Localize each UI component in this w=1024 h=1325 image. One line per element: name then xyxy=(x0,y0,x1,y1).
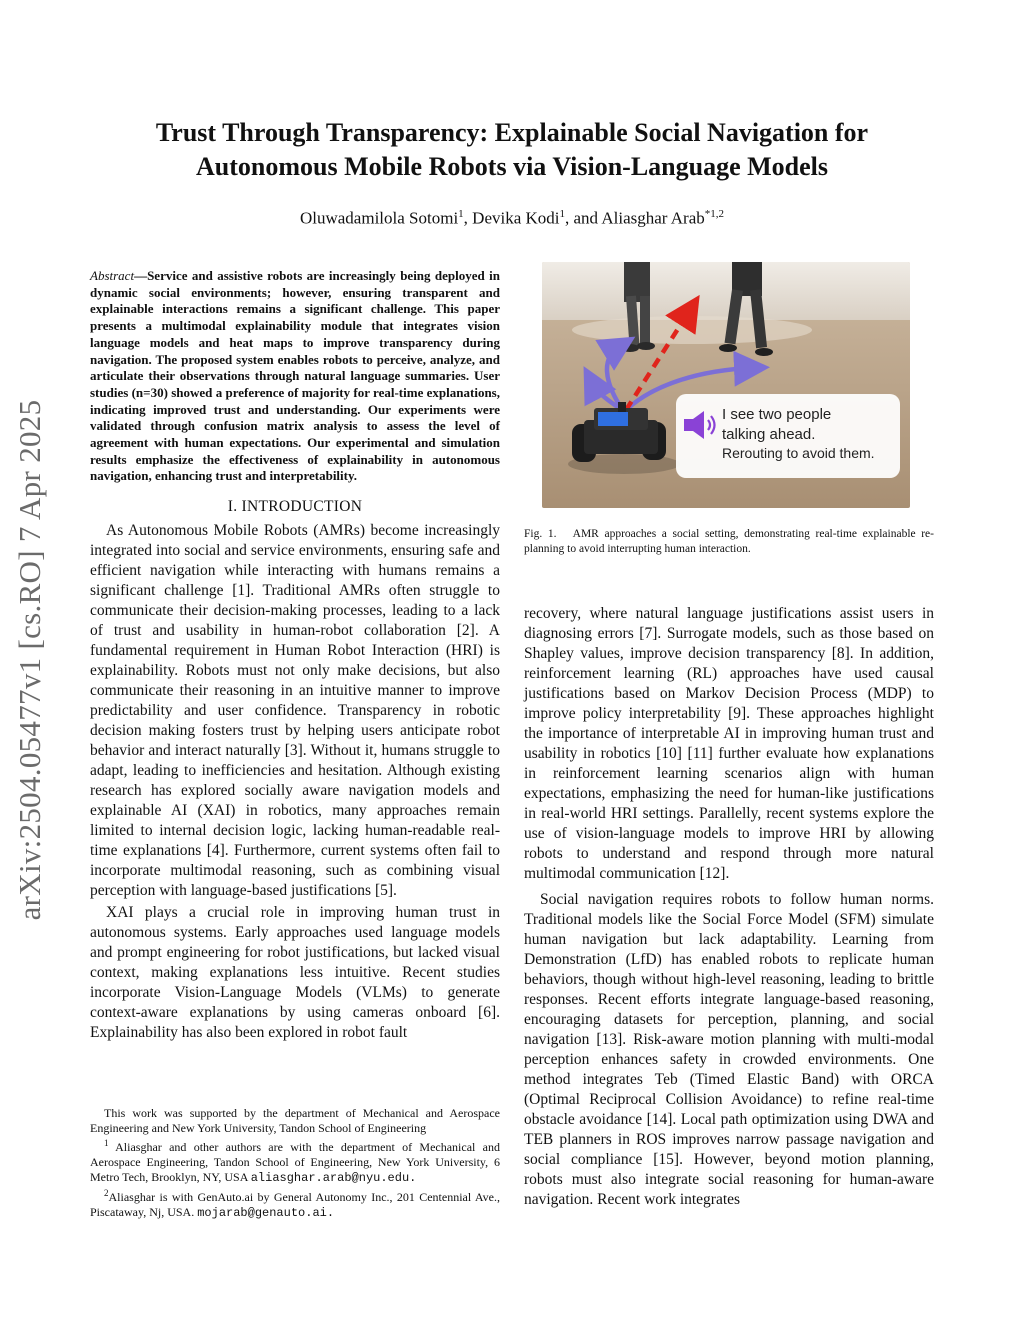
footnote-2-email: mojarab@genauto.ai. xyxy=(197,1206,335,1220)
footnote-affiliation-2 xyxy=(90,1186,500,1221)
intro-paragraph-2: XAI plays a crucial role in improving human trust in autonomous systems. Early approaches used language models and prompt engineering for robot justifications, but lacked visual context, making explanations less intuitive. Recent studies incorporate Vision-Language Models (VLMs) to generate context-aware explanations by using cameras onboard [6]. Explainability has also been explored in robot fault xyxy=(90,904,500,1042)
figure-1-image xyxy=(542,262,910,508)
bubble-line-1: I see two people xyxy=(722,406,832,423)
author-3-affiliation: *1,2 xyxy=(704,208,725,220)
right-column xyxy=(524,604,934,1210)
left-column xyxy=(90,268,500,1043)
paper-title xyxy=(100,116,924,184)
footnote-funding: This work was supported by the department of Mechanical and Aerospace Engineering and New York University, Tandon School of Engineering xyxy=(90,1106,500,1135)
abstract-label: Abstract xyxy=(90,268,135,283)
figure-1-caption xyxy=(524,527,934,556)
author-1-affiliation: 1 xyxy=(458,208,464,220)
footnote-2-text: Aliasghar is with GenAuto.ai by General Autonomy Inc., 201 Centennial Ave., Piscataway, Nj, USA. xyxy=(90,1190,500,1219)
arxiv-identifier xyxy=(8,360,52,960)
author-2-affiliation: 1 xyxy=(559,208,566,220)
footnotes xyxy=(90,1106,500,1221)
author-2: , Devika Kodi xyxy=(463,208,560,228)
footnote-1-email: aliasghar.arab@nyu.edu. xyxy=(250,1171,417,1185)
speech-bubble xyxy=(676,394,900,478)
intro-paragraph-1: As Autonomous Mobile Robots (AMRs) become increasingly integrated into social and service environments, ensuring safe and efficient navigation while interacting with humans remains a significant challenge [1]. Traditional AMRs often struggle to communicate their decision-making processes, leading to a lack of trust and usability in human-robot collaboration [2]. A fundamental requirement in Human Robot Interaction (HRI) is explainability. Robots must not only make decisions, but also communicate their reasoning in an intuitive manner to improve predictability and user confidence. Transparency in robotic decision making fosters trust by helping users anticipate robot behavior and interact naturally [3]. Without it, humans struggle to adapt, leading to inefficiencies and hesitation. Although existing research has explored socially aware navigation models and explainable AI (XAI) in robotics, many approaches remain limited to internal decision logic, lacking human-readable real-time explanations [4]. Furthermore, current systems often fail to incorporate multimodal reasoning, such as combining visual perception with language-based justifications [5]. xyxy=(90,522,500,900)
author-1: Oluwadamilola Sotomi xyxy=(299,208,459,228)
arxiv-identifier-text: arXiv:2504.05477v1 [cs.RO] 7 Apr 2025 xyxy=(12,399,47,921)
title-line-2: Autonomous Mobile Robots via Vision-Language Models xyxy=(195,152,829,181)
footnote-2-marker: 2 xyxy=(104,1188,109,1198)
author-3: , and Aliasghar Arab xyxy=(565,208,705,228)
footnote-1-text: Aliasghar and other authors are with the department of Mechanical and Aerospace Engineering, Tandon School of Engineering, New York University, 6 Metro Tech, Brooklyn, NY, USA xyxy=(90,1140,500,1184)
wall xyxy=(542,262,910,320)
abstract-text: Service and assistive robots are increasingly being deployed in dynamic social environments; however, ensuring transparent and explainable interactions remains a significant challenge. This paper presents a multimodal explainability module that integrates vision language models and heat maps to improve transparency during navigation. The proposed system enables robots to perceive, analyze, and articulate their observations through natural language summaries. User studies (n=30) showed a preference of majority for real-time explanations, indicating improved trust and understanding. Our experiments were validated through confusion matrix analysis to assess the level of agreement with human expectations. Our experimental and simulation results emphasize the effectiveness of explainability in autonomous navigation, enhancing trust and interpretability. xyxy=(90,268,500,484)
section-heading-introduction: I. INTRODUCTION xyxy=(227,498,363,516)
abstract-dash: — xyxy=(134,268,148,283)
author-list xyxy=(100,208,924,229)
title-line-1: Trust Through Transparency: Explainable Social Navigation for xyxy=(155,118,869,147)
right-paragraph-2: Social navigation requires robots to follow human norms. Traditional models like the Social Force Model (SFM) simulate human navigation but lack adaptability. Learning from Demonstration (LfD) has enabled robots to replicate human behaviors, though without high-level reasoning, leading to brittle responses. Recent efforts integrate language-based reasoning, encouraging datasets for perception, planning, and social navigation [13]. Risk-aware motion planning with multi-modal perception enhances safety in crowded environments. One method integrates Teb (Timed Elastic Band) with ORCA (Optimal Reciprocal Collision Avoidance) to refine real-time obstacle avoidance [14]. Local path optimization using DWA and TEB planners in ROS improves narrow passage navigation and social compliance [15]. However, beyond motion planning, robots must also integrate social reasoning for human-aware navigation. Recent work integrates xyxy=(524,891,934,1208)
speaker-icon xyxy=(682,408,718,442)
bubble-line-2: talking ahead. xyxy=(722,426,816,443)
floor-reflection xyxy=(572,316,812,344)
bubble-line-3: Rerouting to avoid them. xyxy=(722,445,875,461)
abstract xyxy=(90,268,500,485)
right-paragraph-1: recovery, where natural language justifications assist users in diagnosing errors [7]. Surrogate models, such as those based on Shapley values, improve decision transparency [8]. In addition, reinforcement learning (RL) approaches have used causal justifications based on Markov Decision Process (MDP) to improve policy interpretability [9]. These approaches highlight the importance of interpretable AI in improving human trust and usability in robotics [10] [11] further evaluate how explanations in reinforcement learning scenarios align with human expectations, emphasizing the need for human-like justifications in real-world HRI settings. Parallelly, recent systems explore the use of vision-language models to improve HRI by allowing robots to understand and respond through more natural multimodal communication [12]. xyxy=(524,605,934,882)
caption-text: AMR approaches a social setting, demonstrating real-time explainable re-planning to avoid interrupting human interaction. xyxy=(524,528,934,555)
footnote-affiliation-1 xyxy=(90,1136,500,1186)
footnote-1-marker: 1 xyxy=(104,1138,109,1148)
caption-label: Fig. 1. xyxy=(524,528,557,540)
bubble-text-observation xyxy=(722,405,831,445)
